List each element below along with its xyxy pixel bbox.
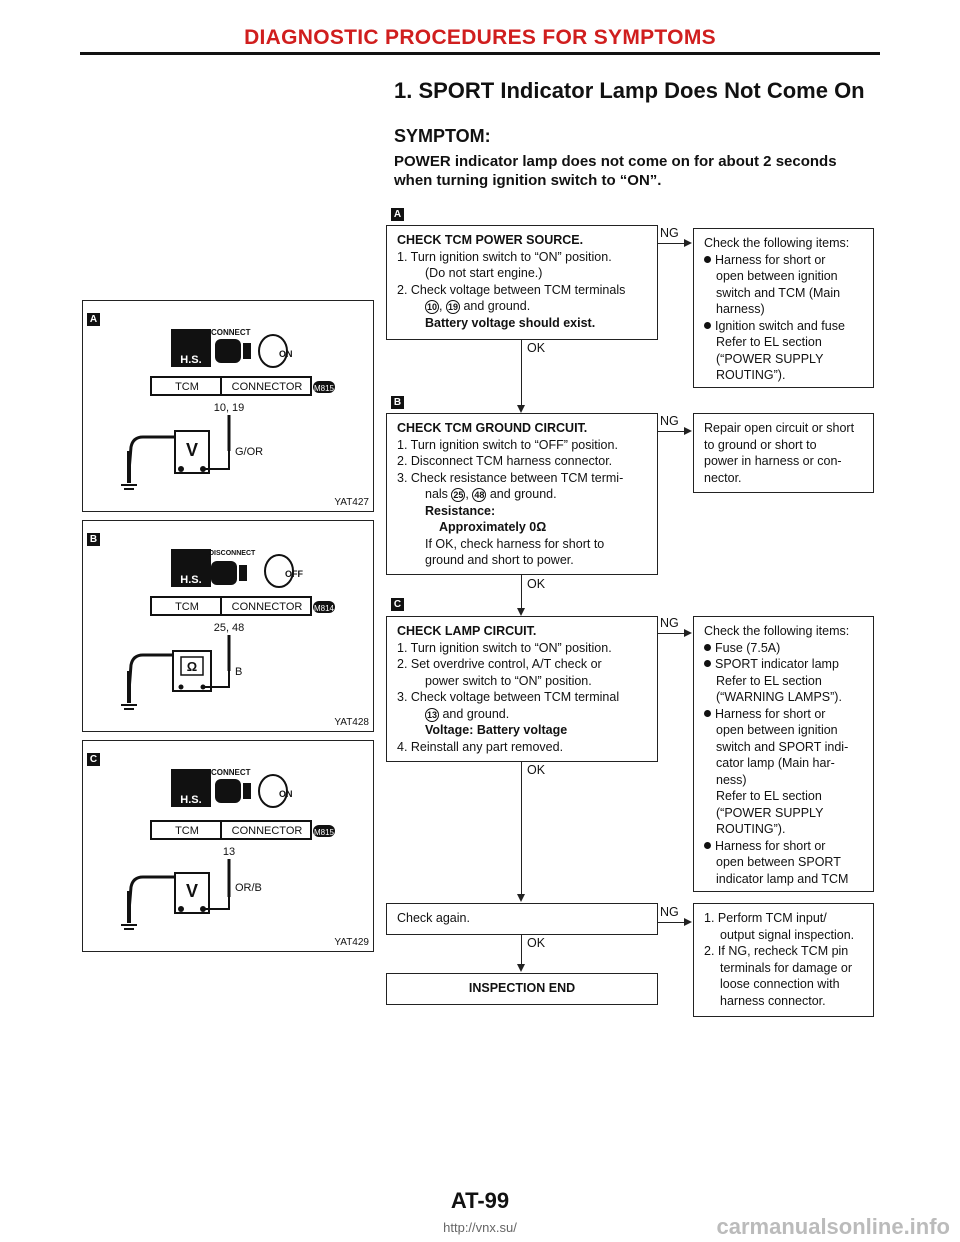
connector-label: CONNECTOR bbox=[231, 825, 303, 837]
ng-arrow bbox=[684, 918, 692, 926]
step-a-line: (Do not start engine.) bbox=[425, 266, 543, 280]
symptom-line-2: when turning ignition switch to “ON”. bbox=[394, 172, 662, 189]
ng-line: power in harness or con- bbox=[704, 454, 842, 468]
symptom-text bbox=[394, 152, 894, 190]
ng-line: output signal inspection. bbox=[720, 927, 855, 942]
step-b-terminals: nals 25 , 48 and ground. bbox=[425, 487, 557, 501]
ng-item-cont: indicator lamp and TCM bbox=[716, 871, 849, 886]
wire-color: B bbox=[235, 666, 243, 678]
hs-label: H.S. bbox=[180, 794, 202, 806]
ng-arrow bbox=[684, 427, 692, 435]
step-c-terminals: 13 and ground. bbox=[426, 706, 510, 721]
step-a-box bbox=[386, 225, 658, 340]
step-c-criteria: Voltage: Battery voltage bbox=[425, 723, 568, 737]
hs-label: H.S. bbox=[180, 354, 202, 366]
ng-item-cont: (“WARNING LAMPS”). bbox=[716, 690, 842, 704]
panel-b-diagram bbox=[83, 521, 375, 733]
ng-item: Ignition switch and fuse bbox=[704, 318, 863, 335]
ng-item-cont: ROUTING”). bbox=[716, 822, 786, 836]
step-c-ng-label: NG bbox=[660, 616, 679, 630]
tcm-label: TCM bbox=[175, 825, 199, 837]
meter-label: V bbox=[185, 440, 199, 460]
ng-item-cont: switch and SPORT indi- bbox=[716, 739, 849, 754]
ng-item-cont: Refer to EL section bbox=[716, 789, 822, 803]
bullet-icon bbox=[704, 256, 711, 263]
step-b-title: CHECK TCM GROUND CIRCUIT. bbox=[397, 421, 588, 435]
ng-connector bbox=[658, 633, 684, 634]
step-d-ok-label: OK bbox=[527, 936, 546, 950]
ng-heading: Check the following items: bbox=[704, 236, 850, 250]
bullet-icon bbox=[704, 660, 711, 667]
ng-line: 1. Perform TCM input/ bbox=[704, 911, 827, 925]
step-a-title: CHECK TCM POWER SOURCE. bbox=[397, 233, 584, 247]
panel-a-badge: A bbox=[87, 313, 100, 326]
page-number: AT-99 bbox=[450, 1188, 510, 1213]
panel-a bbox=[82, 300, 374, 512]
step-a-ng-label: NG bbox=[660, 226, 679, 240]
panel-a-code: YAT427 bbox=[334, 497, 369, 508]
ng-item-cont: (“POWER SUPPLY bbox=[716, 351, 824, 366]
ok-arrow bbox=[517, 964, 525, 972]
ok-connector bbox=[521, 762, 522, 895]
panel-c bbox=[82, 740, 374, 952]
step-a-line: 1. Turn ignition switch to “ON” position. bbox=[397, 249, 612, 264]
step-c-ng-box bbox=[693, 616, 874, 892]
header-title: DIAGNOSTIC PROCEDURES FOR SYMPTOMS bbox=[244, 26, 716, 49]
ng-line: to ground or short to bbox=[704, 437, 817, 452]
wire-color: G/OR bbox=[235, 446, 264, 458]
step-b-line: ground and short to power. bbox=[425, 553, 574, 567]
step-b-ng-label: NG bbox=[660, 414, 679, 428]
tcm-label: TCM bbox=[175, 601, 199, 613]
panel-c-code: YAT429 bbox=[334, 937, 369, 948]
step-c-ok-label: OK bbox=[527, 763, 546, 777]
ng-connector bbox=[658, 243, 684, 244]
connector-id: M814 bbox=[313, 604, 335, 613]
page-header bbox=[0, 0, 960, 62]
tcm-label: TCM bbox=[175, 381, 199, 393]
ng-item-cont: switch and TCM (Main bbox=[716, 285, 841, 300]
watermark: carmanualsonline.info bbox=[716, 1214, 950, 1239]
action-label: CONNECT bbox=[211, 768, 251, 777]
action-label: DISCONNECT bbox=[209, 550, 256, 557]
step-b-badge: B bbox=[391, 396, 404, 409]
key-label: OFF bbox=[285, 569, 303, 579]
ng-item-cont: (“POWER SUPPLY bbox=[716, 805, 824, 820]
step-d-title: Check again. bbox=[397, 911, 470, 925]
ok-arrow bbox=[517, 405, 525, 413]
step-c-line: 4. Reinstall any part removed. bbox=[397, 739, 564, 754]
step-c-line: 2. Set overdrive control, A/T check or bbox=[397, 657, 602, 671]
step-c-badge: C bbox=[391, 598, 404, 611]
terminal-marker: 10 bbox=[426, 302, 437, 312]
step-a-ng-box bbox=[693, 228, 874, 388]
symptom-heading: SYMPTOM: bbox=[394, 126, 491, 146]
bullet-icon bbox=[704, 710, 711, 717]
key-label: ON bbox=[279, 349, 293, 359]
ng-line: terminals for damage or bbox=[720, 960, 853, 975]
step-c-line: 1. Turn ignition switch to “ON” position. bbox=[397, 640, 612, 655]
step-b-line: 1. Turn ignition switch to “OFF” position. bbox=[397, 437, 618, 452]
terminal-marker: 25 bbox=[453, 490, 464, 500]
step-d-box bbox=[386, 903, 658, 935]
ng-item: Harness for short or bbox=[704, 706, 863, 723]
ng-line: harness connector. bbox=[720, 993, 826, 1008]
step-d-ng-label: NG bbox=[660, 905, 679, 919]
meter-label: V bbox=[185, 881, 199, 901]
connector-id: M815 bbox=[313, 828, 335, 837]
step-a-ok-label: OK bbox=[527, 341, 546, 355]
step-a-line: 2. Check voltage between TCM terminals bbox=[397, 282, 626, 297]
hs-label: H.S. bbox=[180, 574, 202, 586]
ng-line: 2. If NG, recheck TCM pin bbox=[704, 944, 849, 958]
connector-id: M815 bbox=[313, 384, 335, 393]
ng-line: nector. bbox=[704, 470, 742, 485]
ng-arrow bbox=[684, 629, 692, 637]
step-a-line: and ground. bbox=[463, 299, 531, 313]
header-rule bbox=[80, 52, 880, 55]
step-a-badge: A bbox=[391, 208, 404, 221]
ng-item-cont: Refer to EL section bbox=[716, 335, 822, 349]
panel-a-diagram bbox=[83, 301, 375, 513]
terminal-label: 10, 19 bbox=[213, 402, 245, 414]
terminal-label: 25, 48 bbox=[213, 622, 245, 634]
action-label: CONNECT bbox=[211, 328, 251, 337]
wire-color: OR/B bbox=[235, 882, 262, 894]
step-b-ng-box bbox=[693, 413, 874, 493]
panel-c-badge: C bbox=[87, 753, 100, 766]
step-a-criteria: Battery voltage should exist. bbox=[425, 315, 596, 330]
ng-item-cont: harness) bbox=[716, 302, 765, 316]
step-b-criteria-label: Resistance: bbox=[425, 503, 496, 518]
ng-item-cont: open between ignition bbox=[716, 269, 838, 283]
bullet-icon bbox=[704, 322, 711, 329]
step-c-box bbox=[386, 616, 658, 762]
ng-item-cont: cator lamp (Main har- bbox=[716, 756, 835, 770]
ng-item-cont: ROUTING”). bbox=[716, 368, 786, 382]
ng-connector bbox=[658, 922, 684, 923]
step-c-line: 3. Check voltage between TCM terminal bbox=[397, 690, 620, 704]
panel-c-diagram bbox=[83, 741, 375, 953]
ng-item: SPORT indicator lamp bbox=[704, 656, 863, 673]
ng-item: Harness for short or bbox=[704, 252, 863, 269]
ok-arrow bbox=[517, 894, 525, 902]
step-b-line: If OK, check harness for short to bbox=[425, 536, 605, 551]
step-b-line: 3. Check resistance between TCM termi- bbox=[397, 470, 624, 485]
ng-connector bbox=[658, 431, 684, 432]
ng-item-cont: Refer to EL section bbox=[716, 673, 822, 688]
ng-arrow bbox=[684, 239, 692, 247]
step-b-criteria-value: Approximately 0Ω bbox=[439, 520, 547, 534]
terminal-marker: 19 bbox=[447, 302, 458, 312]
ng-item: Harness for short or bbox=[704, 838, 863, 855]
terminal-marker: 13 bbox=[426, 709, 437, 720]
ok-arrow bbox=[517, 608, 525, 616]
step-b-line: 2. Disconnect TCM harness connector. bbox=[397, 454, 613, 468]
symptom-line-1: POWER indicator lamp does not come on for about 2 seconds bbox=[394, 153, 837, 170]
step-b-ok-label: OK bbox=[527, 577, 546, 591]
section-title: 1. SPORT Indicator Lamp Does Not Come On bbox=[394, 78, 865, 103]
step-d-ng-box bbox=[693, 903, 874, 1017]
inspection-end-label: INSPECTION END bbox=[468, 981, 576, 995]
ng-heading: Check the following items: bbox=[704, 624, 850, 638]
ok-connector bbox=[521, 575, 522, 609]
ng-line: loose connection with bbox=[720, 977, 840, 991]
bullet-icon bbox=[704, 842, 711, 849]
terminal-label: 13 bbox=[222, 846, 236, 858]
connector-label: CONNECTOR bbox=[231, 601, 303, 613]
panel-b bbox=[82, 520, 374, 732]
panel-b-badge: B bbox=[87, 533, 100, 546]
ng-item-cont: ness) bbox=[716, 772, 747, 787]
connector-label: CONNECTOR bbox=[231, 381, 303, 393]
bullet-icon bbox=[704, 644, 711, 651]
ng-item-cont: open between SPORT bbox=[716, 855, 841, 869]
terminal-marker: 48 bbox=[474, 490, 485, 500]
step-c-line: power switch to “ON” position. bbox=[425, 673, 592, 688]
footer-link[interactable]: http://vnx.su/ bbox=[443, 1220, 517, 1235]
ng-line: Repair open circuit or short bbox=[704, 421, 855, 435]
step-a-terminals: 10 , 19 and ground. bbox=[426, 299, 531, 313]
ok-connector bbox=[521, 935, 522, 965]
ng-item-cont: open between ignition bbox=[716, 723, 838, 737]
inspection-end-box bbox=[386, 973, 658, 1005]
step-b-box bbox=[386, 413, 658, 575]
meter-label: Ω bbox=[186, 659, 198, 674]
step-c-title: CHECK LAMP CIRCUIT. bbox=[397, 624, 537, 638]
panel-b-code: YAT428 bbox=[334, 717, 369, 728]
ok-connector bbox=[521, 340, 522, 406]
ng-item: Fuse (7.5A) bbox=[704, 640, 863, 657]
key-label: ON bbox=[279, 789, 293, 799]
